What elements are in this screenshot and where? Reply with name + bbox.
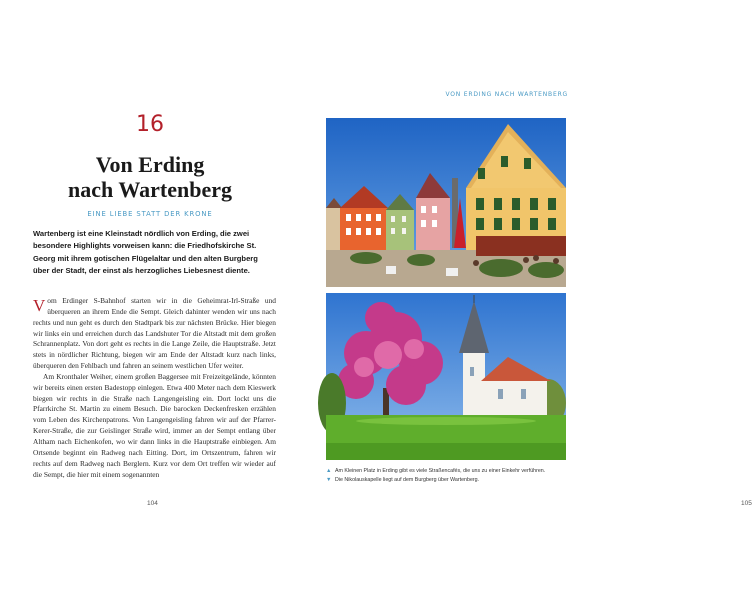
photo-erding-square xyxy=(326,118,566,287)
chapter-title xyxy=(0,152,300,202)
caption-1-text: Am Kleinen Platz in Erding gibt es viele Straßencafés, die uns zu einer Einkehr verführen. xyxy=(335,468,546,474)
drop-cap: V xyxy=(33,296,46,315)
paragraph-1 xyxy=(33,296,276,372)
caption-2-text: Die Nikolauskapelle liegt auf dem Burgberg über Wartenberg. xyxy=(335,476,480,483)
chapter-number: 16 xyxy=(136,112,164,137)
title-line-2: nach Wartenberg xyxy=(68,177,232,202)
lead-paragraph: Wartenberg ist eine Kleinstadt nördlich von Erding, die zwei besondere Highlights vorweisen kann: die Friedhofskirche St. Georg mit ihrem gotischen Flügelaltar und den alten Burgberg über der Stadt, der einst als herzogliches Liebesnest diente. xyxy=(33,229,258,275)
paragraph-2: Am Kronthaler Weiher, einem großen Baggersee mit Freizeitgelände, könnten wir bereits einen ersten Badestopp einlegen. Etwa 400 Meter nach dem Kieswerk biegen wir rechts in die Straße nach Langengeisling ein. Dort lockt uns die Pfarrkirche St. Martin zu einem Besuch. Die barocken Deckenfresken erzählen vom Leben des Kirchenpatrons. Von Langengeisling fahren wir auf der Pfarrer-Kerer-Straße, die zur Geislinger Straße wird, immer an der Sempt entlang über Altham nach Eichenkofen, wo wir dann links in die Hauptstraße einbiegen. Am Ortsende beginnt ein Radweg nach Eitting. Dort, im Ortszentrum, fahren wir rechts auf dem Radweg nach Berglern. Kurz vor dem Ort treffen wir wieder auf die Sempt, die hier mit einem sogenannten xyxy=(33,371,276,479)
triangle-up-icon: ▲ xyxy=(326,468,332,474)
page-number-left: 104 xyxy=(147,500,158,507)
photo-nikolauskapelle xyxy=(326,293,566,460)
title-line-1: Von Erding xyxy=(95,152,205,177)
running-head: VON ERDING NACH WARTENBERG xyxy=(445,91,568,98)
page-number-right: 105 xyxy=(741,500,752,507)
body-text xyxy=(33,296,276,480)
right-page xyxy=(300,0,752,600)
photo-captions xyxy=(326,467,571,484)
caption-1 xyxy=(326,467,571,476)
caption-2 xyxy=(326,476,571,485)
paragraph-1-text: om Erdinger S-Bahnhof starten wir in die Geheimrat-Irl-Straße und überqueren an ihrem Ende die Sempt. Gleich dahinter wenden wir uns nach rechts und nun geht es durch den Stadtpark bis zur nächsten Brücke. Hier biegen wir links ein und erreichen durch das Landshuter Tor die Altstadt mit dem großen Schrannenplatz. Von dort geht es rechts in die Lange Zeile, die Hauptstraße. Jetzt stets in nördlicher Richtung, biegen wir am Ende der Altstadt kurz nach links, überqueren den Fehlbach und fahren an seinem westlichen Ufer weiter. xyxy=(33,296,276,371)
triangle-down-icon: ▼ xyxy=(326,476,332,483)
chapter-subtitle: EINE LIEBE STATT DER KRONE xyxy=(87,210,213,218)
left-page xyxy=(0,0,300,600)
